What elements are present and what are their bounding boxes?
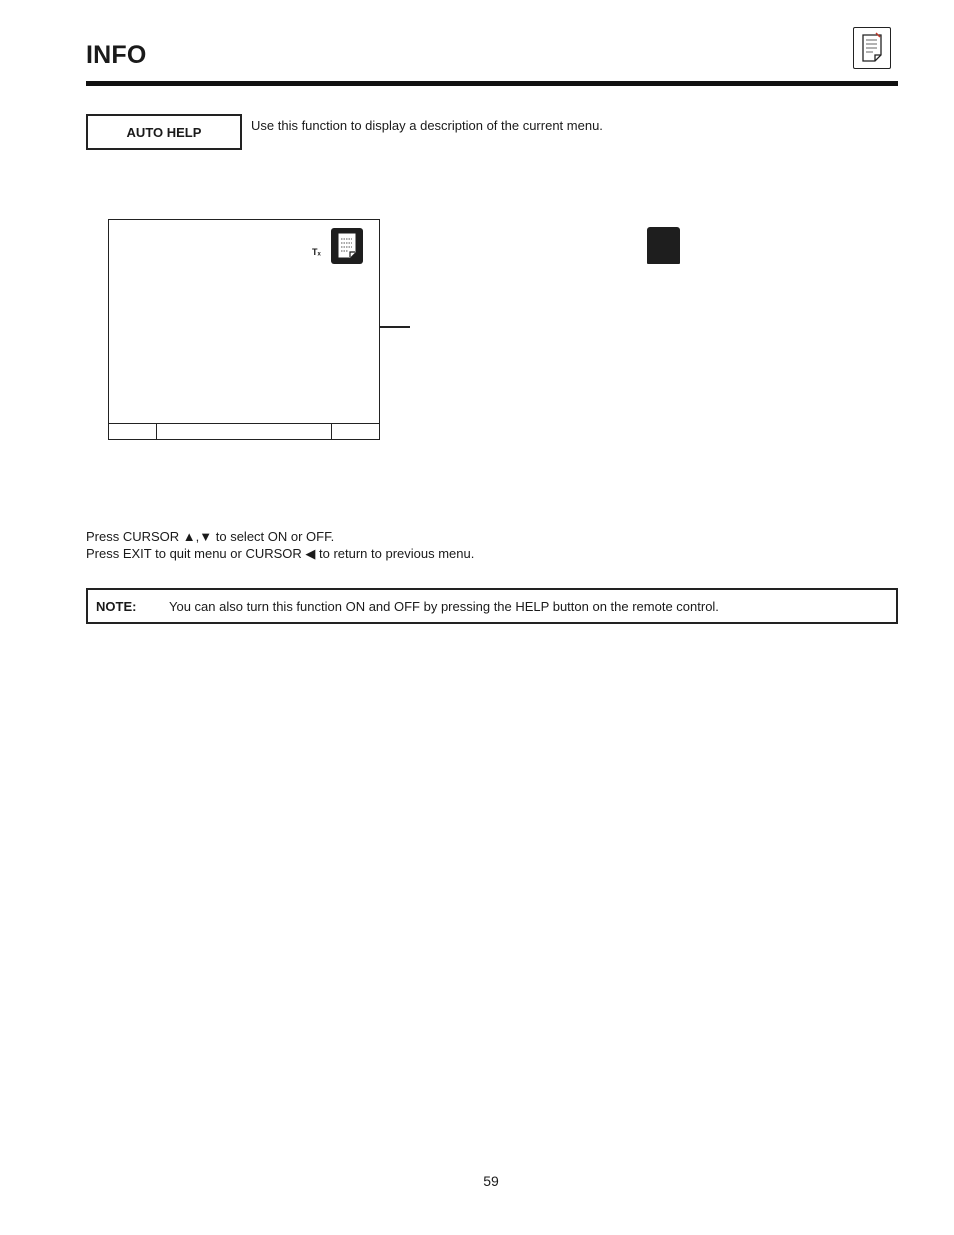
page-title: INFO [86, 41, 147, 69]
small-glyph: Tₓ [312, 247, 321, 257]
bottom-bar-segment-middle [157, 423, 332, 440]
screen-bottom-bar [108, 423, 380, 440]
auto-help-label: AUTO HELP [86, 114, 242, 150]
bottom-bar-segment-left [108, 423, 157, 440]
screen-notepad-graphic [331, 228, 363, 264]
note-label: NOTE: [96, 598, 137, 614]
instruction-line-1: Press CURSOR ▲,▼ to select ON or OFF. [86, 529, 335, 544]
note-box [86, 588, 898, 624]
auto-help-description: Use this function to display a description of the current menu. [251, 118, 603, 133]
callout-leader-line [380, 326, 410, 328]
note-text: You can also turn this function ON and OFF by pressing the HELP button on the remote control. [169, 598, 719, 614]
title-divider [86, 81, 898, 86]
page-number: 59 [483, 1173, 499, 1189]
notepad-icon-graphic [854, 28, 890, 68]
notepad-icon [331, 228, 363, 264]
notepad-icon [853, 27, 891, 69]
instruction-line-2: Press EXIT to quit menu or CURSOR ◀ to return to previous menu. [86, 546, 475, 561]
help-button-icon [647, 227, 680, 264]
bottom-bar-segment-right [332, 423, 380, 440]
